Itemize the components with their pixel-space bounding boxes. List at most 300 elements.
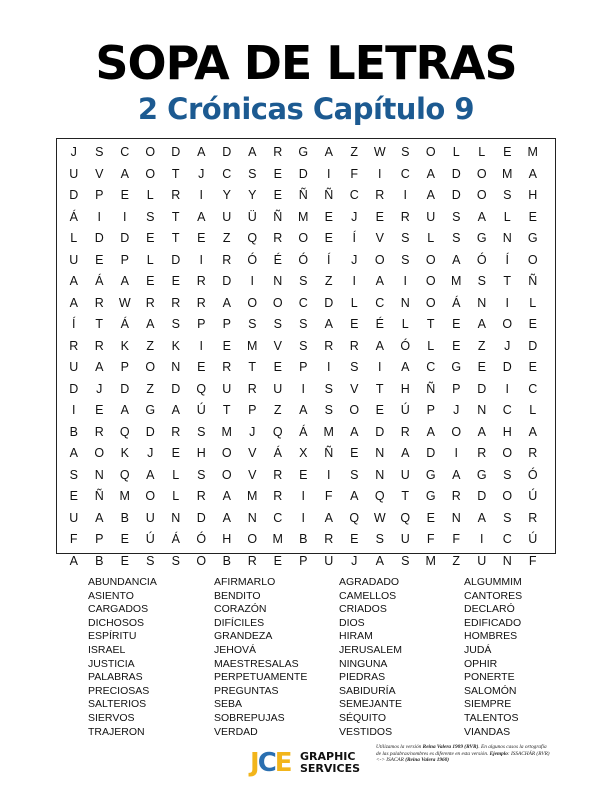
grid-cell: E (222, 338, 231, 353)
grid-cell: F (528, 553, 537, 568)
grid-cell: Q (196, 381, 207, 396)
grid-cell: N (171, 360, 181, 374)
grid-cell: O (272, 295, 283, 310)
grid-cell: Ñ (324, 188, 334, 202)
grid-cell: A (69, 295, 78, 310)
grid-cell: N (502, 553, 512, 568)
grid-cell: B (120, 510, 129, 525)
grid-cell: D (171, 252, 181, 267)
word-list-item: MAESTRESALAS (214, 657, 299, 670)
grid-cell: S (503, 188, 512, 202)
grid-cell: N (400, 295, 410, 310)
grid-cell: A (477, 510, 486, 525)
grid-cell: C (502, 532, 512, 546)
grid-cell: R (171, 188, 181, 202)
grid-cell: T (375, 381, 384, 396)
grid-cell: S (171, 553, 180, 568)
grid-cell: E (171, 274, 180, 288)
grid-cell: O (196, 553, 207, 568)
grid-cell: K (120, 338, 129, 353)
grid-cell: Ñ (324, 446, 334, 460)
grid-cell: I (199, 188, 203, 202)
grid-cell: L (503, 209, 511, 224)
grid-cell: I (123, 209, 127, 224)
grid-cell: E (146, 231, 155, 245)
word-list-item: JUDÁ (464, 643, 492, 656)
grid-cell: S (452, 209, 461, 224)
grid-cell: U (426, 209, 436, 224)
word-list-item: DIOS (339, 616, 365, 629)
grid-cell: C (349, 188, 359, 202)
grid-cell: A (452, 467, 461, 482)
grid-cell: E (324, 209, 333, 224)
grid-cell: N (375, 467, 385, 482)
grid-cell: D (528, 338, 538, 353)
word-list-item: SALOMÓN (464, 684, 517, 697)
grid-cell: M (527, 145, 538, 159)
grid-cell: E (273, 188, 282, 202)
grid-cell: X (299, 446, 308, 460)
grid-cell: Z (324, 274, 333, 288)
grid-cell: Á (452, 295, 461, 310)
version-note: Utilizamos la versión Reina Valera 1909 (RVR). En algunos casos la ortografía de las palabras/nombres es diferente en esta versión. Ejemplo: ISSACHÁR (RVR) <-> ISACAR (Reina Valera 1960) (376, 744, 550, 764)
grid-cell: R (222, 360, 232, 374)
grid-cell: A (401, 360, 410, 374)
grid-cell: D (324, 295, 334, 310)
grid-cell: A (222, 510, 231, 525)
grid-cell: M (425, 553, 436, 568)
grid-cell: R (528, 510, 538, 525)
word-list-item: SIEMPRE (464, 698, 512, 711)
grid-cell: V (248, 446, 257, 460)
grid-cell: I (327, 467, 331, 482)
grid-cell: U (222, 381, 232, 396)
grid-cell: S (146, 209, 155, 224)
grid-cell: V (375, 231, 384, 245)
grid-cell: Ú (196, 403, 206, 417)
grid-cell: G (425, 467, 436, 482)
grid-cell: A (120, 274, 129, 288)
grid-cell: Z (146, 381, 155, 396)
grid-cell: T (426, 317, 435, 331)
grid-cell: D (451, 188, 461, 202)
grid-cell: L (146, 252, 154, 267)
grid-cell: Q (272, 424, 283, 439)
word-list-item: SABIDURÍA (339, 684, 396, 697)
grid-cell: I (327, 166, 331, 181)
grid-cell: W (373, 145, 386, 159)
grid-cell: L (350, 295, 358, 310)
grid-cell: O (145, 360, 156, 374)
grid-cell: C (120, 145, 130, 159)
grid-cell: S (69, 467, 78, 482)
grid-cell: A (69, 446, 78, 460)
grid-cell: Í (327, 252, 331, 267)
grid-cell: J (96, 381, 103, 396)
grid-cell: E (452, 338, 461, 353)
grid-cell: A (375, 553, 384, 568)
grid-cell: A (95, 510, 104, 525)
grid-cell: N (451, 510, 461, 525)
word-list-item: EDIFICADO (464, 616, 522, 629)
grid-cell: U (145, 510, 155, 525)
grid-cell: J (249, 424, 256, 439)
grid-cell: R (273, 231, 283, 245)
grid-cell: O (476, 188, 487, 202)
word-list-item: JERUSALEM (339, 643, 403, 656)
grid-cell: R (375, 188, 385, 202)
word-list-item: GRANDEZA (214, 630, 273, 643)
grid-cell: P (426, 403, 435, 417)
grid-cell: D (120, 381, 130, 396)
grid-cell: R (324, 338, 334, 353)
word-list-item: SALTERIOS (88, 698, 147, 711)
grid-cell: O (298, 231, 309, 245)
grid-cell: C (222, 166, 232, 181)
grid-cell: L (478, 145, 486, 159)
grid-cell: S (503, 510, 512, 525)
grid-cell: P (299, 360, 308, 374)
grid-cell: I (454, 446, 458, 460)
grid-cell: S (503, 467, 512, 482)
grid-cell: K (171, 338, 180, 353)
grid-cell: M (298, 209, 309, 224)
grid-cell: A (350, 424, 359, 439)
grid-cell: Y (248, 188, 257, 202)
grid-cell: U (273, 381, 283, 396)
grid-cell: R (528, 446, 538, 460)
grid-cell: E (375, 209, 384, 224)
grid-cell: L (427, 231, 435, 245)
grid-cell: Í (72, 317, 76, 331)
grid-cell: A (350, 489, 359, 503)
grid-cell: A (299, 403, 308, 417)
grid-cell: M (272, 532, 283, 546)
word-list-item: CARGADOS (88, 603, 149, 616)
grid-cell: I (505, 295, 509, 310)
grid-cell: A (120, 166, 129, 181)
grid-cell: É (273, 252, 282, 267)
grid-cell: O (425, 145, 436, 159)
grid-cell: N (375, 446, 385, 460)
grid-cell: S (401, 231, 410, 245)
grid-cell: I (480, 532, 484, 546)
grid-cell: R (273, 467, 283, 482)
grid-cell: E (324, 231, 333, 245)
grid-cell: Ú (145, 532, 155, 546)
grid-cell: G (451, 360, 462, 374)
grid-cell: P (95, 532, 104, 546)
grid-cell: D (120, 231, 130, 245)
grid-cell: Á (69, 209, 78, 224)
page-subtitle: 2 Crónicas Capítulo 9 (137, 92, 475, 126)
grid-cell: M (451, 274, 462, 288)
grid-cell: A (197, 145, 206, 159)
grid-cell: O (502, 317, 513, 331)
grid-cell: U (477, 553, 487, 568)
word-list-item: JUSTICIA (88, 657, 135, 670)
grid-cell: O (247, 532, 258, 546)
grid-cell: Ó (196, 532, 207, 546)
word-list-item: PIEDRAS (339, 671, 386, 684)
grid-cell: L (427, 338, 435, 353)
grid-cell: I (403, 188, 407, 202)
grid-cell: Á (120, 317, 129, 331)
page-title: SOPA DE LETRAS (95, 36, 517, 90)
word-list-item: AGRADADO (339, 576, 400, 588)
grid-cell: W (118, 295, 131, 310)
grid-cell: U (69, 166, 79, 181)
grid-cell: R (400, 209, 410, 224)
word-list-item: SEBA (214, 698, 243, 711)
grid-cell: T (222, 403, 231, 417)
grid-cell: E (350, 532, 359, 546)
grid-cell: S (401, 252, 410, 267)
grid-cell: Í (505, 252, 509, 267)
word-list-item: DICHOSOS (88, 616, 145, 629)
grid-cell: A (324, 317, 333, 331)
word-list-item: JEHOVÁ (214, 643, 257, 656)
word-list-item: SEMEJANTE (339, 698, 403, 711)
grid-cell: R (94, 424, 104, 439)
grid-cell: O (145, 145, 156, 159)
grid-cell: I (403, 274, 407, 288)
grid-cell: Ó (476, 252, 487, 267)
grid-cell: Í (352, 231, 356, 245)
word-list-item: DIFÍCILES (214, 616, 265, 629)
grid-cell: S (197, 467, 206, 482)
grid-cell: T (95, 317, 104, 331)
word-list-item: CANTORES (464, 589, 523, 602)
grid-cell: O (451, 424, 462, 439)
grid-cell: A (477, 209, 486, 224)
grid-cell: O (221, 467, 232, 482)
word-list (88, 576, 588, 739)
grid-cell: Ú (400, 403, 410, 417)
grid-cell: É (375, 317, 384, 331)
grid-cell: T (248, 360, 257, 374)
word-list-item: OPHIR (464, 657, 498, 670)
grid-cell: K (120, 446, 129, 460)
grid-cell: I (199, 338, 203, 353)
grid-cell: G (476, 467, 487, 482)
grid-cell: A (528, 424, 537, 439)
grid-cell: D (477, 381, 487, 396)
word-list-item: AFIRMARLO (214, 576, 276, 588)
grid-cell: L (529, 403, 537, 417)
word-list-item: SÉQUITO (339, 711, 387, 724)
grid-cell: R (171, 295, 181, 310)
grid-cell: Ñ (528, 274, 538, 288)
grid-cell: B (95, 553, 104, 568)
word-list-item: PRECIOSAS (88, 684, 150, 697)
grid-cell: R (247, 553, 257, 568)
grid-cell: G (298, 145, 309, 159)
grid-cell: C (400, 166, 410, 181)
grid-cell: D (451, 166, 461, 181)
word-list-item: HOMBRES (464, 630, 518, 643)
grid-cell: O (476, 166, 487, 181)
grid-cell: A (401, 446, 410, 460)
grid-cell: I (327, 360, 331, 374)
grid-cell: O (247, 295, 258, 310)
grid-cell: A (248, 145, 257, 159)
grid-cell: M (221, 424, 232, 439)
grid-cell: P (197, 317, 206, 331)
grid-cell: P (120, 252, 129, 267)
grid-cell: E (120, 553, 129, 568)
grid-cell: E (95, 252, 104, 267)
grid-cell: I (250, 274, 254, 288)
grid-cell: Á (171, 532, 180, 546)
grid-cell: I (97, 209, 101, 224)
grid-cell: O (502, 489, 513, 503)
grid-cell: H (502, 424, 512, 439)
grid-cell: I (301, 489, 305, 503)
grid-cell: T (171, 231, 180, 245)
grid-cell: A (222, 295, 231, 310)
grid-cell: A (375, 338, 384, 353)
grid-cell: D (375, 424, 385, 439)
grid-cell: C (426, 360, 436, 374)
grid-cell: S (350, 360, 359, 374)
word-list-item: VIANDAS (464, 725, 511, 738)
grid-cell: D (222, 274, 232, 288)
grid-cell: A (222, 489, 231, 503)
grid-cell: E (477, 360, 486, 374)
grid-cell: A (146, 317, 155, 331)
word-list-item: CAMELLOS (339, 589, 397, 602)
grid-cell: H (196, 446, 206, 460)
grid-cell: Ú (528, 532, 538, 546)
word-list-item: VERDAD (214, 725, 258, 738)
grid-cell: S (401, 553, 410, 568)
grid-cell: I (199, 252, 203, 267)
grid-cell: E (528, 317, 537, 331)
grid-cell: L (452, 145, 460, 159)
word-list-item: DECLARÓ (464, 603, 515, 616)
grid-cell: Ú (528, 489, 538, 503)
grid-cell: Ó (247, 252, 258, 267)
grid-cell: S (171, 317, 180, 331)
grid-cell: J (351, 209, 358, 224)
grid-cell: S (95, 145, 104, 159)
word-list-item: ESPÍRITU (88, 630, 137, 643)
grid-cell: Q (374, 489, 385, 503)
word-list-item: ABUNDANCIA (88, 576, 157, 588)
logo-text: GRAPHIC SERVICES (300, 750, 361, 775)
grid-cell: M (247, 338, 258, 353)
grid-cell: E (273, 553, 282, 568)
grid-cell: O (145, 166, 156, 181)
grid-cell: M (119, 489, 130, 503)
grid-cell: H (222, 532, 232, 546)
grid-cell: A (426, 424, 435, 439)
grid-cell: H (400, 381, 410, 396)
grid-cell: S (350, 467, 359, 482)
grid-cell: F (452, 532, 461, 546)
word-list-item: CRIADOS (339, 603, 387, 616)
grid-cell: E (171, 446, 180, 460)
grid-cell: S (197, 424, 206, 439)
grid-cell: P (248, 403, 257, 417)
grid-cell: Á (95, 274, 104, 288)
grid-cell: G (145, 403, 156, 417)
word-list-item: SIERVOS (88, 711, 135, 724)
grid-cell: E (197, 360, 206, 374)
word-list-item: PREGUNTAS (214, 684, 279, 697)
grid-cell: E (95, 403, 104, 417)
grid-cell: A (375, 274, 384, 288)
word-list-item: NINGUNA (339, 657, 388, 670)
grid-cell: R (145, 295, 155, 310)
letter-grid (61, 142, 546, 572)
grid-cell: Q (349, 510, 360, 525)
grid-cell: G (425, 489, 436, 503)
grid-cell: E (375, 403, 384, 417)
grid-cell: P (222, 317, 231, 331)
letter-grid-frame (56, 138, 556, 568)
grid-cell: S (299, 274, 308, 288)
grid-cell: E (273, 360, 282, 374)
grid-cell: R (171, 424, 181, 439)
grid-cell: A (477, 317, 486, 331)
grid-cell: B (299, 532, 308, 546)
grid-cell: D (196, 510, 206, 525)
grid-cell: Ñ (94, 489, 104, 503)
grid-cell: A (324, 510, 333, 525)
grid-cell: A (95, 360, 104, 374)
grid-cell: W (373, 510, 386, 525)
grid-cell: Z (452, 553, 461, 568)
grid-cell: F (350, 166, 359, 181)
grid-cell: D (69, 188, 79, 202)
grid-cell: I (505, 381, 509, 396)
grid-cell: A (69, 553, 78, 568)
grid-cell: E (452, 317, 461, 331)
grid-cell: E (273, 166, 282, 181)
word-list-item: CORAZÓN (214, 603, 267, 616)
grid-cell: T (401, 489, 410, 503)
word-list-item: ISRAEL (88, 643, 126, 656)
grid-cell: D (171, 145, 181, 159)
grid-cell: G (476, 231, 487, 245)
grid-cell: R (247, 381, 257, 396)
grid-cell: F (324, 489, 333, 503)
grid-cell: D (477, 489, 487, 503)
grid-cell: N (477, 295, 487, 310)
grid-cell: A (452, 252, 461, 267)
grid-cell: A (197, 209, 206, 224)
grid-cell: U (400, 532, 410, 546)
grid-cell: L (401, 317, 409, 331)
word-list-item: PONERTE (464, 671, 515, 684)
grid-cell: I (72, 403, 76, 417)
grid-cell: E (528, 360, 537, 374)
grid-cell: C (528, 381, 538, 396)
grid-cell: R (196, 489, 206, 503)
grid-cell: C (375, 295, 385, 310)
grid-cell: A (120, 403, 129, 417)
grid-cell: D (222, 145, 232, 159)
grid-cell: E (528, 209, 537, 224)
grid-cell: L (146, 188, 154, 202)
grid-cell: N (171, 510, 181, 525)
grid-cell: T (171, 166, 180, 181)
grid-cell: R (324, 532, 334, 546)
grid-cell: J (351, 553, 358, 568)
logo-mark: JCE (250, 748, 291, 778)
